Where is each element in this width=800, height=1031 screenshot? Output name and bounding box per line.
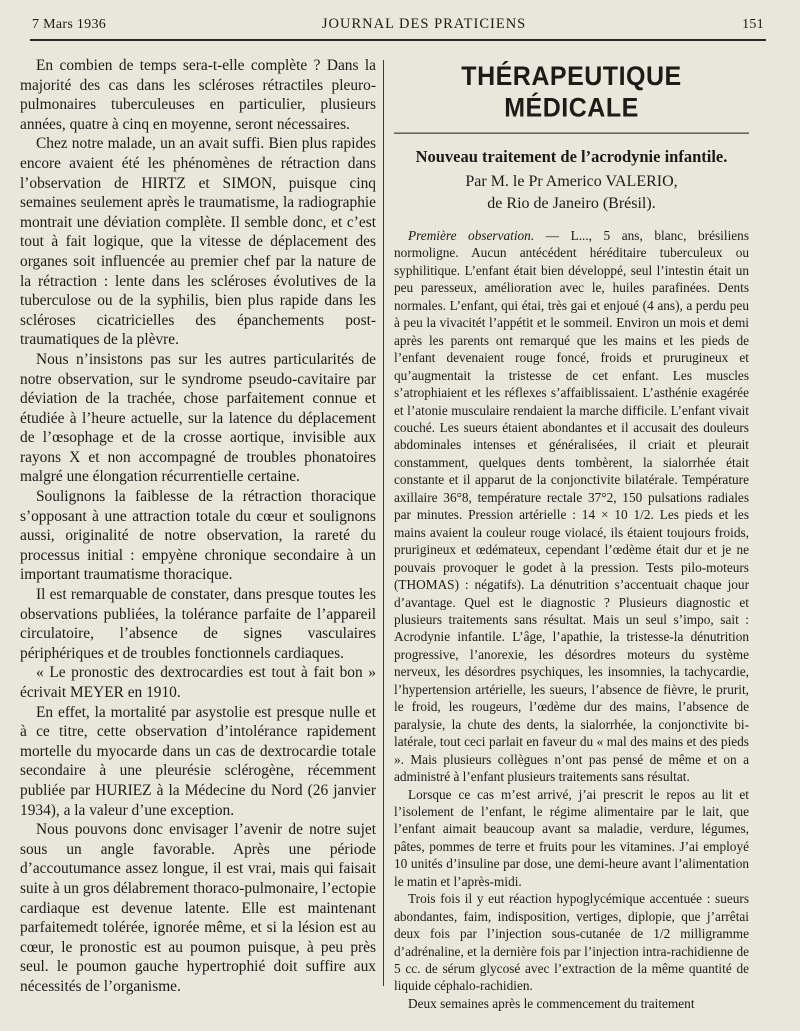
paragraph-text: — L..., 5 ans, blanc, brésiliens normoligne. Aucun antécédent héréditaire tuberculeux ou syphilitique. L’enfant était bien développé, seul l’intestin était un peu paresseux, amélioration avec le, huiles parafinées. Dents normales. L’enfant, qui étai, très gai et enjoué (4 ans), a perdu peu à peu la vivacitét l’appétit et le sommeil. Environ un mois et demi après les parents ont remarqué que les mains et les pieds de l’enfant devenaient rouge foncé, froids et prurugineux et qu’augmentait la tristesse de cet enfant. Les muscles s’atrophiaient et les réflexes s’affaiblissaient. L’asthénie exagérée et l’atonie musculaire rendaient la marche difficile. L’enfant vivait couché. Les sueurs étaient abondantes et il accusait des douleurs abdominales intenses et généralisées, il criait et pleurait constamment, quelques dents tombèrent, la sialorrhée était constante et il apparut de la conjonctivite bilatérale. Température axillaire 36°8, température rectale 37°2, 150 pulsations radiales par minutes. Pression artérielle : 14 × 10 1/2. Les pieds et les mains avaient la couleur rouge violacé, ils étaient toujours froids, prurigineux et œdémateux, cependant l’œdème était dur et je ne pouvais provoquer le godet à la pression. Tests pilo-moteurs (THOMAS) : négatifs). La dénutrition s’accentuait chaque jour d’avantage. Quel est le diagnostic ? Plusieurs diagnostic et plusieurs traitements sans résultat. Mais un seul s’impo, sait : Acrodynie infantile. L’âge, l’apathie, la tristesse-la dénutrition progressive, l’anorexie, les désordres moteurs du système nerveux, les désordres psychiques, les insomnies, la tachycardie, l’hypertension artérielle, les sueurs, l’absence de fièvre, le prurit, le froid, les rougeurs, l’œdème dur des mains, l’absence de paralysie, la chute des dents, la sialorrhée, la conjonctivite bi-latérale, tout ceci parlait en faveur du « mal des mains et des pieds ». Mais plusieurs collègues n’ont pas pensé de même et on a administré à l’enfant plusieurs traitements sans résultat.: [394, 228, 749, 785]
observation-label: Première observation.: [408, 228, 535, 243]
section-title: THÉRAPEUTIQUE MÉDICALE: [394, 61, 749, 133]
header-rule: [30, 39, 766, 41]
page-header: [32, 16, 764, 38]
paragraph: Deux semaines après le commencement du traitement: [408, 995, 695, 1011]
journal-title: JOURNAL DES PRATICIENS: [321, 16, 527, 32]
page-number: 151: [742, 17, 764, 32]
paragraph: Il est remarquable de constater, dans presque toutes les observations publiées, la tolérance parfaite de l’appareil circulatoire, l’absence de signes vasculaires périphériques et de troubles fonctionnels cardiaques.: [20, 586, 376, 662]
left-column: [20, 56, 376, 997]
article-body: [394, 227, 749, 1012]
paragraph: Nous pouvons donc envisager l’avenir de notre sujet sous un angle favorable. Après une période d’accoutumance assez longue, il est vrai, mais qui faisait suite à un gros délabrement thoraco-pulmonaire, l’ectopie cardiaque est devenue latente. Elle est maintenant parfaitemedt tolérée, ignorée même, et si la lésion est au cœur, le pronostic est au poumon puisque, à peu près seul. le poumon gauche hypertrophié doit suffire aux nécessités de l’organisme.: [20, 821, 376, 995]
paragraph: Nous n’insistons pas sur les autres particularités de notre observation, sur le syndrome pseudo-cavitaire par déviation de la trachée, chose parfaitement connue et étudiée à l’heure actuelle, sur la latence du déplacement de l’œsophage et de la crosse aortique, invisible aux rayons X et non accompagné de troubles phonatoires malgré une élongation récurrentielle certaine.: [20, 350, 376, 486]
header-date: 7 Mars 1936: [32, 17, 107, 32]
paragraph: « Le pronostic des dextrocardies est tout à fait bon » écrivait MEYER en 1910.: [20, 664, 376, 701]
byline-author: Par M. le Pr Americo VALERIO,: [465, 173, 678, 190]
paragraph: En combien de temps sera-t-elle complète ? Dans la majorité des cas dans les scléroses rétractiles pleuro-pulmonaires tuberculeuses en particulier, plusieurs années, quatre à cinq en moyenne, seront nécessaires.: [20, 57, 376, 133]
paragraph: En effet, la mortalité par asystolie est presque nulle et à ce titre, cette observation d’intolérance rapidement mortelle du myocarde dans un cas de dextrocardie totale secondaire à une pleurésie sclérogène, récemment publiée par HURIEZ à la Médecine du Nord (26 janvier 1934), a la valeur d’une exception.: [20, 703, 376, 819]
paragraph: Chez notre malade, un an avait suffi. Bien plus rapides encore avaient été les phénomènes de rétraction dans l’observation de HIRTZ et SIMON, puisque cinq semaines seulement après le traumatisme, la radiographie montrait une déviation complète. Il semble donc, et c’est tout à fait logique, que la vitesse de déplacement des organes soit influencée au premier chef par la nature de la rétraction : lente dans les scléroses évolutives de la tuberculose ou de la syphilis, bien plus rapide dans les scléroses cicatricielles des épanchements post-traumatiques de la plèvre.: [20, 135, 376, 349]
paragraph: Lorsque ce cas m’est arrivé, j’ai prescrit le repos au lit et l’isolement de l’enfant, le régime alimentaire par le lait, que l’enfant aimait beaucoup avant sa maladie, verdure, légumes, pâtes, pommes de terre et fruits pour les vitamines. J’ai employé 10 unités d’insuline par dose, une demi-heure avant l’alimentation le matin et l’après-midi.: [394, 786, 749, 889]
paragraph: [394, 227, 749, 786]
byline-location: de Rio de Janeiro (Brésil).: [487, 195, 656, 212]
paragraph: Soulignons la faiblesse de la rétraction thoracique s’opposant à une attraction totale du cœur et soulignons aussi, originalité de notre observation, la rareté du processus initial : empyène chronique secondaire à un important traumatisme thoracique.: [20, 488, 376, 584]
right-column: [394, 60, 749, 1012]
article-title: Nouveau traitement de l’acrodynie infantile.: [415, 147, 728, 166]
column-divider: [383, 60, 384, 986]
paragraph: Trois fois il y eut réaction hypoglycémique accentuée : sueurs abondantes, faim, indisposition, vertiges, diplopie, que j’arrêtai deux fois par l’injection sous-cutanée de 1/2 milligramme d’adrénaline, et la dernière fois par l’injection intra-rachidienne de 5 cc. de sérum glycosé avec l’extraction de la même quantité de liquide céphalo-rachidien.: [394, 891, 749, 994]
